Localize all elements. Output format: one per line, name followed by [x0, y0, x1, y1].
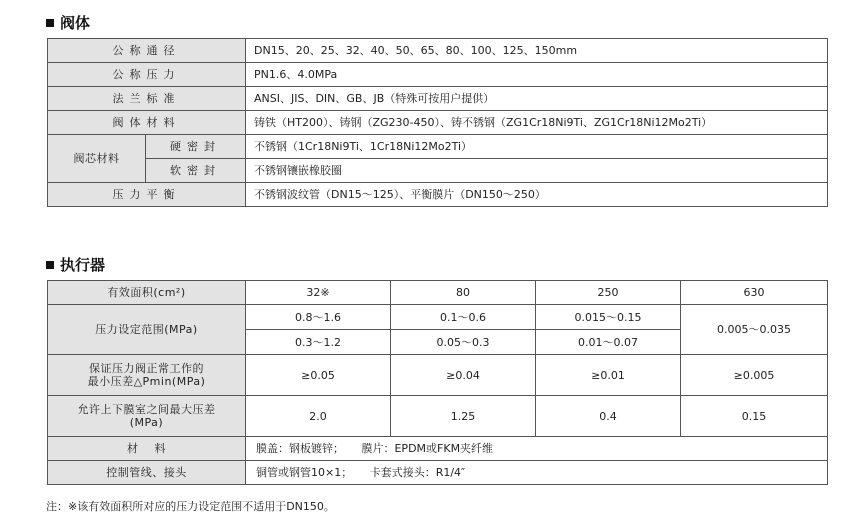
core-material-label: 阀芯材料	[48, 135, 146, 183]
valve-body-table	[47, 38, 828, 207]
table-row	[48, 87, 828, 111]
min-diff-label-line1: 保证压力阀正常工作的	[89, 362, 204, 375]
table-row	[48, 305, 828, 330]
row-label: 压力平衡	[48, 183, 246, 207]
pipe-label: 控制管线、接头	[48, 461, 246, 485]
row-value: DN15、20、25、32、40、50、65、80、100、125、150mm	[246, 39, 828, 63]
min-diff-cell: ≥0.01	[536, 355, 681, 396]
range-label: 压力设定范围(MPa)	[48, 305, 246, 355]
table-row	[48, 39, 828, 63]
pipe-value: 铜管或钢管10×1； 卡套式接头：R1/4″	[246, 461, 828, 485]
row-value: ANSI、JIS、DIN、GB、JB（特殊可按用户提供）	[246, 87, 828, 111]
table-row	[48, 183, 828, 207]
max-diff-cell: 1.25	[391, 396, 536, 437]
row-label: 法兰标准	[48, 87, 246, 111]
area-cell: 80	[391, 281, 536, 305]
heading-bullet-icon	[46, 19, 54, 27]
table-row	[48, 355, 828, 396]
range-cell: 0.05～0.3	[391, 330, 536, 355]
row-label: 公称通径	[48, 39, 246, 63]
table-row	[48, 63, 828, 87]
row-value: 不锈钢波纹管（DN15～125）、平衡膜片（DN150～250）	[246, 183, 828, 207]
row-value: PN1.6、4.0MPa	[246, 63, 828, 87]
max-diff-label-line1: 允许上下膜室之间最大压差	[77, 403, 216, 416]
max-diff-cell: 2.0	[246, 396, 391, 437]
min-diff-cell: ≥0.005	[681, 355, 828, 396]
soft-seal-value: 不锈钢镶嵌橡胶圈	[246, 159, 828, 183]
max-diff-label-line2: (MPa)	[129, 416, 164, 429]
range-cell: 0.1～0.6	[391, 305, 536, 330]
table-row	[48, 159, 828, 183]
section-title: 执行器	[60, 256, 106, 274]
section-heading-valve-body	[46, 12, 90, 33]
area-cell: 32※	[246, 281, 391, 305]
section-heading-actuator	[46, 254, 105, 275]
table-row	[48, 281, 828, 305]
table-row	[48, 111, 828, 135]
material-label: 材 料	[48, 437, 246, 461]
min-diff-label	[48, 355, 246, 396]
table-row	[48, 437, 828, 461]
area-cell: 250	[536, 281, 681, 305]
max-diff-cell: 0.4	[536, 396, 681, 437]
min-diff-cell: ≥0.04	[391, 355, 536, 396]
area-label: 有效面积(cm²)	[48, 281, 246, 305]
material-value: 膜盖：钢板镀锌； 膜片：EPDM或FKM夹纤维	[246, 437, 828, 461]
range-cell: 0.015～0.15	[536, 305, 681, 330]
max-diff-cell: 0.15	[681, 396, 828, 437]
min-diff-label-line2: 最小压差△Pmin(MPa)	[87, 375, 206, 388]
area-cell: 630	[681, 281, 828, 305]
footnote: 注：※该有效面积所对应的压力设定范围不适用于DN150。	[46, 500, 335, 513]
max-diff-label	[48, 396, 246, 437]
range-cell: 0.01～0.07	[536, 330, 681, 355]
hard-seal-label: 硬密封	[146, 135, 246, 159]
heading-bullet-icon	[46, 261, 54, 269]
table-row	[48, 135, 828, 159]
row-label: 阀体材料	[48, 111, 246, 135]
section-title: 阀体	[60, 14, 91, 32]
table-row	[48, 461, 828, 485]
actuator-table	[47, 280, 828, 485]
range-cell: 0.8～1.6	[246, 305, 391, 330]
min-diff-cell: ≥0.05	[246, 355, 391, 396]
range-cell-630: 0.005～0.035	[681, 305, 828, 355]
table-row	[48, 396, 828, 437]
hard-seal-value: 不锈钢（1Cr18Ni9Ti、1Cr18Ni12Mo2Ti）	[246, 135, 828, 159]
range-cell: 0.3～1.2	[246, 330, 391, 355]
soft-seal-label: 软密封	[146, 159, 246, 183]
row-label: 公称压力	[48, 63, 246, 87]
row-value: 铸铁（HT200）、铸钢（ZG230-450）、铸不锈钢（ZG1Cr18Ni9Ti、ZG1Cr18Ni12Mo2Ti）	[246, 111, 828, 135]
